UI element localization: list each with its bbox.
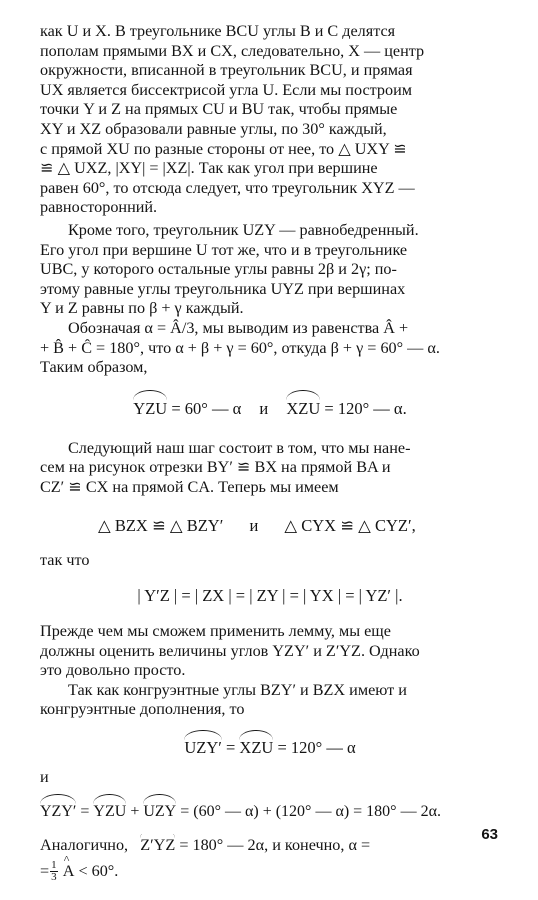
- angle-a-hat: ^ A: [63, 856, 75, 886]
- formula-text: △ BZX ≌ △ BZY′: [98, 516, 224, 536]
- text-line: окружности, вписанной в треугольник BCU, и прямая: [40, 61, 413, 80]
- text-line: Аналогично, Z′YZ = 180° — 2α, и конечно, α =: [40, 835, 371, 854]
- text-line: это довольно просто.: [40, 661, 186, 680]
- angle-yzu: YZU: [93, 800, 126, 824]
- formula-conjunction: и: [259, 398, 269, 418]
- text-line: ≌ △ UXZ, |XY| = |XZ|. Так как угол при вершине: [40, 159, 378, 178]
- text-line: пополам прямыми BX и CX, следовательно, X — центр: [40, 41, 425, 60]
- paragraph-4: [40, 439, 500, 498]
- formula-yzy-prime: YZY′ = YZU + UZY = (60° — α) + (120° — α) = 180° — 2α.: [40, 800, 500, 824]
- text-line: + B̂ + Ĉ = 180°, что α + β + γ = 60°, откуда β + γ = 60° — α.: [40, 338, 440, 357]
- formula-equal-segments: | Y′Z | = | ZX | = | ZY | = | YX | = | YZ′ |.: [137, 586, 403, 606]
- text-line: Кроме того, треугольник UZY — равнобедренный.: [68, 220, 419, 239]
- text-line: Следующий наш шаг состоит в том, что мы нане-: [68, 438, 411, 457]
- text-line: CZ′ ≌ CX на прямой CA. Теперь мы имеем: [40, 477, 339, 496]
- text-line: равен 60°, то отсюда следует, что треугольник XYZ —: [40, 178, 415, 197]
- paragraph-2: [40, 221, 500, 319]
- text-line: равносторонний.: [40, 198, 158, 217]
- formula-angles-yzu-xzu: [40, 396, 500, 422]
- formula-text: = 60° — α: [167, 398, 242, 418]
- text-line: XY и XZ образовали равные углы, по 30° каждый,: [40, 119, 387, 138]
- text-i: и: [40, 768, 49, 787]
- text-line: точки Y и Z на прямых CU и BU так, чтобы прямые: [40, 100, 398, 119]
- angle-uzy-prime: UZY′: [184, 736, 222, 760]
- text-line: сем на рисунок отрезки BY′ ≌ BX на прямой BA и: [40, 458, 391, 477]
- text-line: UBC, у которого остальные углы равны 2β и 2γ; по-: [40, 260, 397, 279]
- page-number: 63: [481, 826, 498, 843]
- paragraph-7: [40, 834, 500, 886]
- text-line: Его угол при вершине U тот же, что и в треугольнике: [40, 240, 408, 259]
- text-line: Таким образом,: [40, 358, 148, 377]
- text-line: Обозначая α = Â/3, мы выводим из равенства Â +: [68, 318, 409, 337]
- angle-yzu: YZU: [133, 396, 167, 422]
- text-line: Y и Z равны по β + γ каждый.: [40, 299, 244, 318]
- formula-conjunction: и: [249, 516, 259, 536]
- angle-xzu: XZU: [239, 736, 273, 760]
- paragraph-5: [40, 622, 500, 681]
- text-line: Прежде чем мы сможем применить лемму, мы еще: [40, 622, 391, 641]
- angle-xzu: XZU: [286, 396, 320, 422]
- formula-text: = 120° — α.: [320, 398, 407, 418]
- paragraph-3: [40, 319, 500, 378]
- text-line: с прямой XU по разные стороны от нее, то △ UXY ≌: [40, 139, 407, 158]
- angle-uzy: UZY: [143, 800, 176, 824]
- text-line: Так как конгруэнтные углы BZY′ и BZX имеют и: [68, 680, 407, 699]
- paragraph-6: [40, 681, 500, 720]
- formula-congruent-triangles: [40, 515, 500, 537]
- text-line: = $\frac{1}{3}$ ^ A < 60°.: [40, 856, 500, 886]
- text-line: должны оценить величины углов YZY′ и Z′YZ. Однако: [40, 641, 420, 660]
- formula-uzy-prime: UZY′ = XZU = 120° — α: [40, 736, 500, 760]
- angle-z-prime-yz: Z′YZ: [140, 835, 176, 854]
- formula-text: △ CYX ≌ △ CYZ′,: [284, 516, 416, 536]
- text-tak-chto: так что: [40, 551, 90, 570]
- fraction-one-third: $\frac{1}{3}$: [51, 859, 57, 884]
- paragraph-1: [40, 22, 500, 218]
- text-line: конгруэнтные дополнения, то: [40, 700, 245, 719]
- angle-yzy-prime: YZY′: [40, 800, 76, 824]
- text-line: этому равные углы треугольника UYZ при вершинах: [40, 279, 406, 298]
- text-line: UX является биссектрисой угла U. Если мы построим: [40, 80, 413, 99]
- text-line: как U и X. В треугольнике BCU углы B и C делятся: [40, 22, 396, 40]
